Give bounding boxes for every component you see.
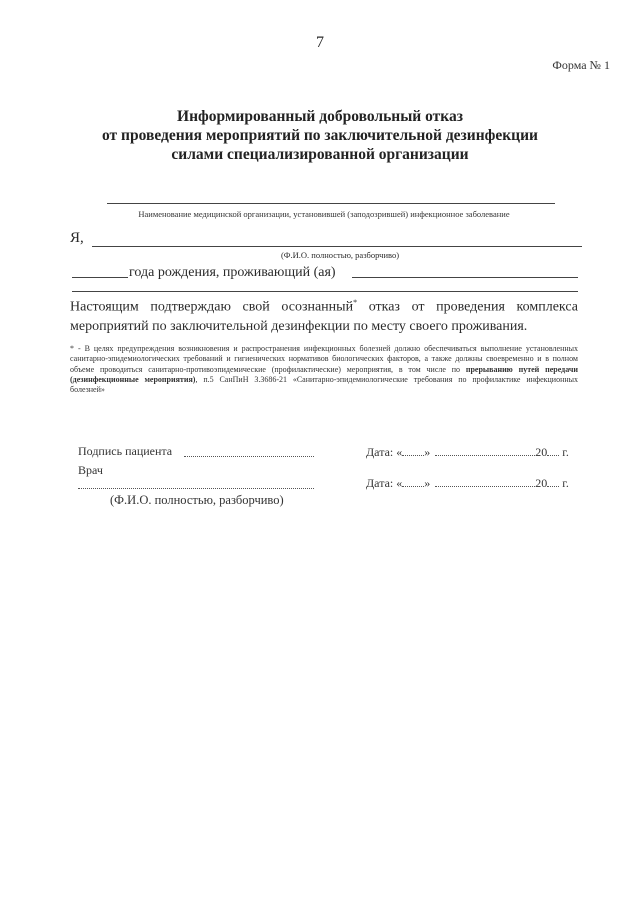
page-number: 7 (316, 34, 324, 51)
date-1-label: Дата: « (366, 445, 403, 459)
org-caption: Наименование медицинской организации, установившей (заподозрившей) инфекционное заболевание (138, 209, 510, 219)
fio-caption: (Ф.И.О. полностью, разборчиво) (280, 250, 400, 260)
date-1-year-suffix: г. (559, 445, 569, 459)
title-line-2: от проведения мероприятий по заключительной дезинфекции (102, 127, 538, 144)
statement-part-2: отказ от проведения комплекса мероприятий по заключительной дезинфекции по месту своего проживания. (70, 299, 578, 334)
fio-line[interactable] (92, 246, 582, 247)
patient-signature-label: Подпись пациента (78, 444, 173, 458)
date-2-year-field[interactable] (547, 486, 559, 487)
date-1-year-field[interactable] (547, 455, 559, 456)
date-2-quote: » (424, 476, 431, 490)
date-1-year-prefix: 20 (535, 445, 548, 459)
title-line-1: Информированный добровольный отказ (177, 108, 463, 125)
date-1-day-field[interactable] (402, 455, 424, 456)
statement-part-1: Настоящим подтверждаю свой осознанный (70, 299, 354, 315)
date-2-year-suffix: г. (559, 476, 569, 490)
title-line-3: силами специализированной организации (171, 146, 469, 163)
footnote-part-2: , п.5 СанПиН 3.3686-21 «Санитарно-эпидемиологические требования по профилактике инфекционных болезней» (70, 374, 579, 395)
statement-text (70, 293, 578, 336)
footnote-bold: прерыванию путей передачи (дезинфекционные мероприятия) (70, 364, 578, 384)
date-2-label: Дата: « (366, 476, 403, 490)
date-2-month-field[interactable] (435, 486, 535, 487)
footnote-part-1: * - В целях предупреждения возникновения и распространения инфекционных болезней должно обеспечиваться выполнение установленных санитарно-эпидемиологических требований и гигиенических нормативов биологических факторов, а также должны своевременно и в полном объеме проводиться санитарно-противоэпидемические (профилактические) мероприятия, в том числе по (70, 344, 578, 374)
document-title (80, 107, 560, 164)
address-line-2[interactable] (72, 291, 578, 292)
date-1 (366, 445, 569, 460)
patient-signature-line[interactable] (184, 456, 314, 457)
doctor-signature-line[interactable] (78, 488, 314, 489)
date-2-year-prefix: 20 (535, 476, 548, 490)
footnote (70, 344, 578, 395)
doctor-caption: (Ф.И.О. полностью, разборчиво) (110, 493, 284, 507)
date-2 (366, 476, 569, 491)
statement-star: * (353, 298, 358, 307)
address-line-1[interactable] (352, 277, 578, 278)
date-1-month-field[interactable] (435, 455, 535, 456)
birth-label: года рождения, проживающий (ая) (129, 265, 336, 280)
doctor-label: Врач (78, 463, 103, 477)
org-name-line[interactable] (107, 203, 555, 204)
form-label: Форма № 1 (552, 58, 610, 72)
date-2-day-field[interactable] (402, 486, 424, 487)
ya-label: Я, (70, 230, 84, 246)
date-1-quote: » (424, 445, 431, 459)
birth-year-line[interactable] (72, 277, 128, 278)
